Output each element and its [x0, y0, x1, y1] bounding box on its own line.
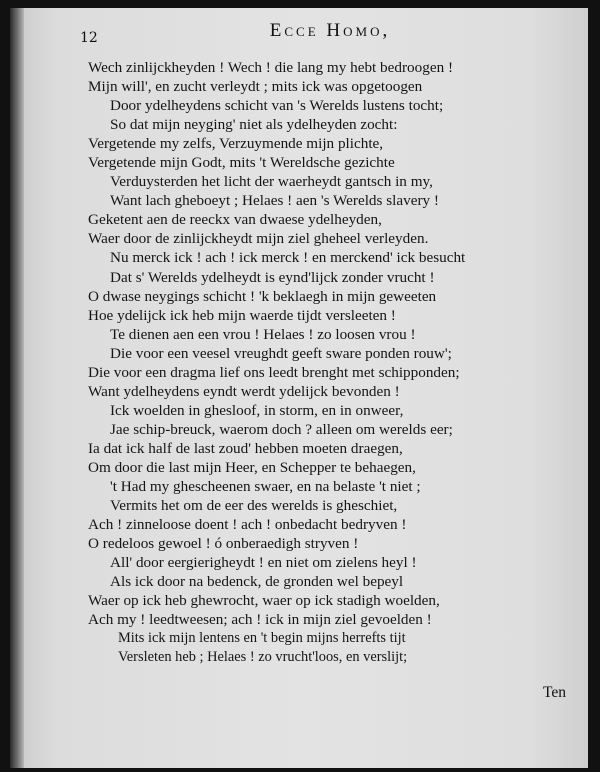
verse-line: Te dienen aen een vrou ! Helaes ! zo loosen vrou !: [110, 325, 416, 343]
verse-line: So dat mijn neyging' niet als ydelheyden zocht:: [110, 116, 398, 134]
verse-line: Vermits het om de eer des werelds is gheschiet,: [110, 497, 398, 515]
verse-line: Mits ick mijn lentens en 't begin mijns herrefts tijt: [118, 630, 406, 647]
verse-line: Waer door de zinlijckheydt mijn ziel gheheel verleyden.: [88, 230, 429, 248]
verse-line: Als ick door na bedenck, de gronden wel bepeyl: [110, 573, 404, 591]
verse-line: Ach ! zinneloose doent ! ach ! onbedacht bedryven !: [88, 516, 407, 534]
catchword: Ten: [542, 684, 566, 701]
poem-text: [88, 58, 578, 668]
book-page: [10, 8, 588, 768]
page-number: 12: [80, 30, 98, 46]
verse-line: Vergetende my zelfs, Verzuymende mijn plichte,: [88, 135, 384, 153]
verse-line: All' door eergierigheydt ! en niet om zielens heyl !: [110, 554, 417, 572]
verse-line: Verduysterden het licht der waerheydt gantsch in my,: [110, 173, 433, 191]
verse-line: Ia dat ick half de last zoud' hebben moeten draegen,: [88, 439, 403, 457]
verse-line: Geketent aen de reeckx van dwaese ydelheyden,: [88, 211, 382, 229]
verse-line: Wech zinlijckheyden ! Wech ! die lang my hebt bedroogen !: [88, 59, 454, 76]
verse-line: Nu merck ick ! ach ! ick merck ! en merckend' ick besucht: [110, 249, 466, 267]
verse-line: O dwase neygings schicht ! 'k beklaegh in mijn geweeten: [88, 287, 437, 305]
verse-line: Want ydelheydens eyndt werdt ydelijck bevonden !: [88, 382, 400, 400]
verse-line: Want lach gheboeyt ; Helaes ! aen 's Werelds slavery !: [110, 192, 439, 210]
verse-line: Die voor een veesel vreughdt geeft sware ponden rouw';: [110, 344, 452, 362]
verse-line: O redeloos gewoel ! ó onberaedigh stryven !: [88, 535, 359, 553]
verse-line: Om door die last mijn Heer, en Schepper te behaegen,: [88, 458, 416, 476]
verse-line: Mijn will', en zucht verleydt ; mits ick was opgetoogen: [88, 78, 423, 96]
verse-line: Die voor een dragma lief ons leedt brenght met schipponden;: [88, 363, 460, 381]
verse-line: Hoe ydelijck ick heb mijn waerde tijdt versleeten !: [88, 306, 396, 324]
running-head: Ecce Homo,: [269, 20, 391, 41]
verse-line: Door ydelheydens schicht van 's Werelds lustens tocht;: [110, 97, 444, 115]
verse-line: 't Had my ghescheenen swaer, en na belaste 't niet ;: [110, 478, 421, 496]
book-gutter: [10, 8, 24, 768]
verse-line: Dat s' Werelds ydelheydt is eynd'lijck zonder vrucht !: [110, 268, 435, 286]
verse-line: Vergetende mijn Godt, mits 't Wereldsche gezichte: [88, 154, 395, 172]
verse-line: Jae schip-breuck, waerom doch ? alleen om werelds eer;: [110, 420, 453, 438]
verse-line: Versleten heb ; Helaes ! zo vrucht'loos, en verslijt;: [118, 649, 408, 666]
verse-line: Ach my ! leedtweesen; ach ! ick in mijn ziel gevoelden !: [88, 611, 432, 629]
verse-line: Waer op ick heb ghewrocht, waer op ick stadigh woelden,: [88, 592, 440, 610]
verse-line: Ick woelden in ghesloof, in storm, en in onweer,: [110, 401, 404, 419]
